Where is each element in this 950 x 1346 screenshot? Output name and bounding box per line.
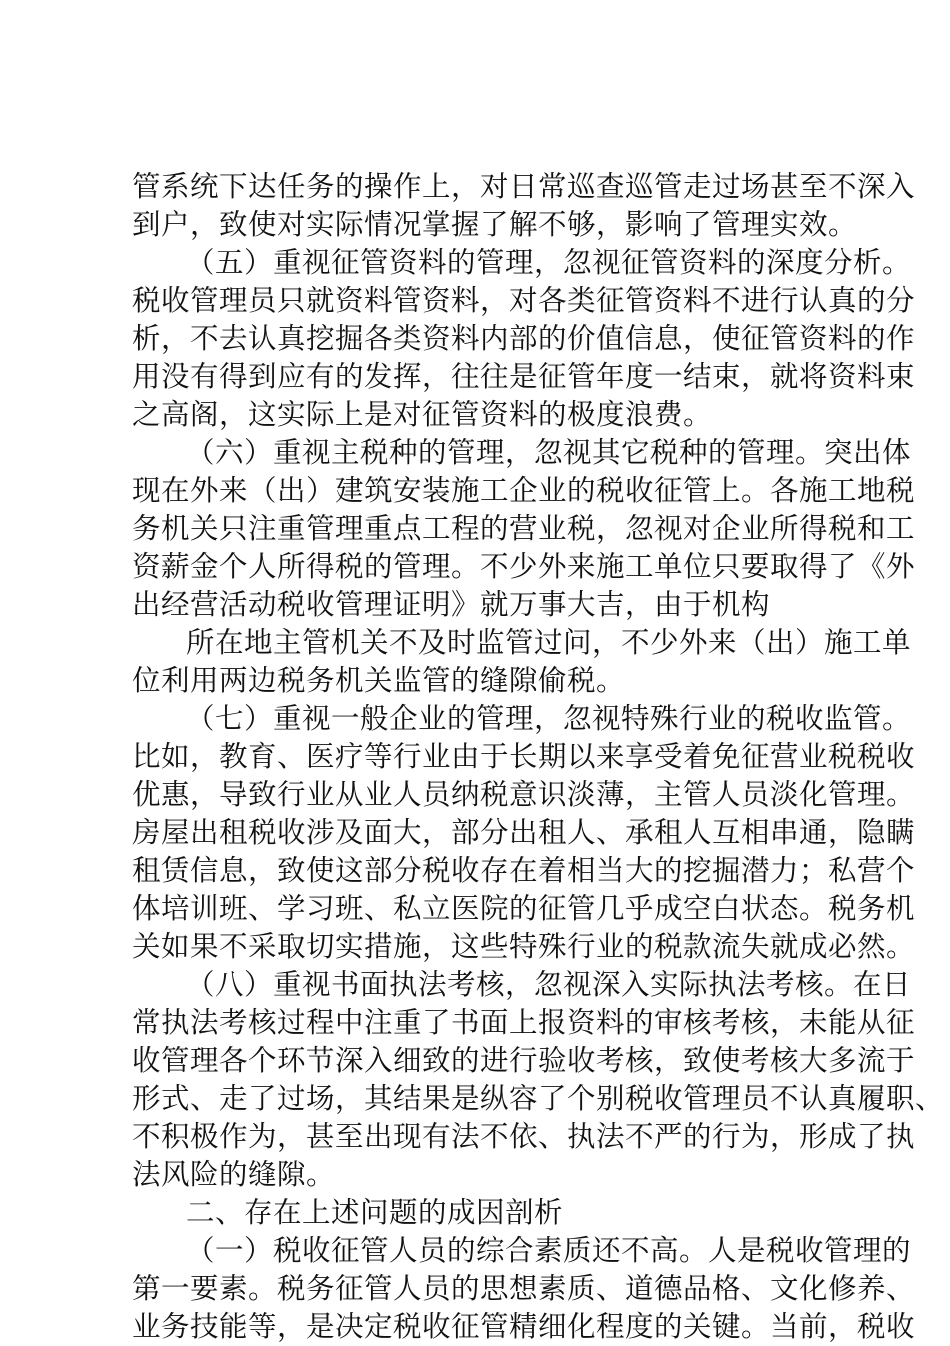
text-line: （六）重视主税种的管理，忽视其它税种的管理。突出体 [186, 436, 912, 469]
text-line: 形式、走了过场，其结果是纵容了个别税收管理员不认真履职、 [132, 1082, 945, 1115]
text-line: 关如果不采取切实措施，这些特殊行业的税款流失就成必然。 [132, 930, 916, 963]
text-line: 租赁信息，致使这部分税收存在着相当大的挖掘潜力；私营个 [132, 854, 916, 887]
text-line: 收管理各个环节深入细致的进行验收考核，致使考核大多流于 [132, 1044, 916, 1077]
text-line: 用没有得到应有的发挥，往往是征管年度一结束，就将资料束 [132, 360, 916, 393]
text-line: 税收管理员只就资料管资料，对各类征管资料不进行认真的分 [132, 284, 916, 317]
text-line: 常执法考核过程中注重了书面上报资料的审核考核，未能从征 [132, 1006, 916, 1039]
text-line: 所在地主管机关不及时监管过问，不少外来（出）施工单 [186, 626, 912, 659]
text-line: 出经营活动税收管理证明》就万事大吉，由于机构 [132, 588, 771, 621]
text-line: 业务技能等，是决定税收征管精细化程度的关键。当前，税收 [132, 1310, 916, 1343]
text-line: 析，不去认真挖掘各类资料内部的价值信息，使征管资料的作 [132, 322, 916, 355]
text-line: 第一要素。税务征管人员的思想素质、道德品格、文化修养、 [132, 1272, 916, 1305]
section-heading: 二、存在上述问题的成因剖析 [186, 1196, 564, 1229]
text-line: （八）重视书面执法考核，忽视深入实际执法考核。在日 [186, 968, 912, 1001]
text-line: （一）税收征管人员的综合素质还不高。人是税收管理的 [186, 1234, 912, 1267]
text-line: 房屋出租税收涉及面大，部分出租人、承租人互相串通，隐瞒 [132, 816, 916, 849]
text-line: 现在外来（出）建筑安装施工企业的税收征管上。各施工地税 [132, 474, 916, 507]
text-line: 体培训班、学习班、私立医院的征管几乎成空白状态。税务机 [132, 892, 916, 925]
text-line: 到户，致使对实际情况掌握了解不够，影响了管理实效。 [132, 208, 858, 241]
text-line: 优惠，导致行业从业人员纳税意识淡薄，主管人员淡化管理。 [132, 778, 916, 811]
text-line: 之高阁，这实际上是对征管资料的极度浪费。 [132, 398, 713, 431]
text-line: （七）重视一般企业的管理，忽视特殊行业的税收监管。 [186, 702, 912, 735]
text-line: 位利用两边税务机关监管的缝隙偷税。 [132, 664, 626, 697]
text-line: 比如，教育、医疗等行业由于长期以来享受着免征营业税税收 [132, 740, 916, 773]
text-line: （五）重视征管资料的管理，忽视征管资料的深度分析。 [186, 246, 912, 279]
text-line: 资薪金个人所得税的管理。不少外来施工单位只要取得了《外 [132, 550, 916, 583]
text-line: 务机关只注重管理重点工程的营业税，忽视对企业所得税和工 [132, 512, 916, 545]
text-line: 不积极作为，甚至出现有法不依、执法不严的行为，形成了执 [132, 1120, 916, 1153]
text-line: 管系统下达任务的操作上，对日常巡查巡管走过场甚至不深入 [132, 170, 916, 203]
text-line: 法风险的缝隙。 [132, 1158, 336, 1191]
